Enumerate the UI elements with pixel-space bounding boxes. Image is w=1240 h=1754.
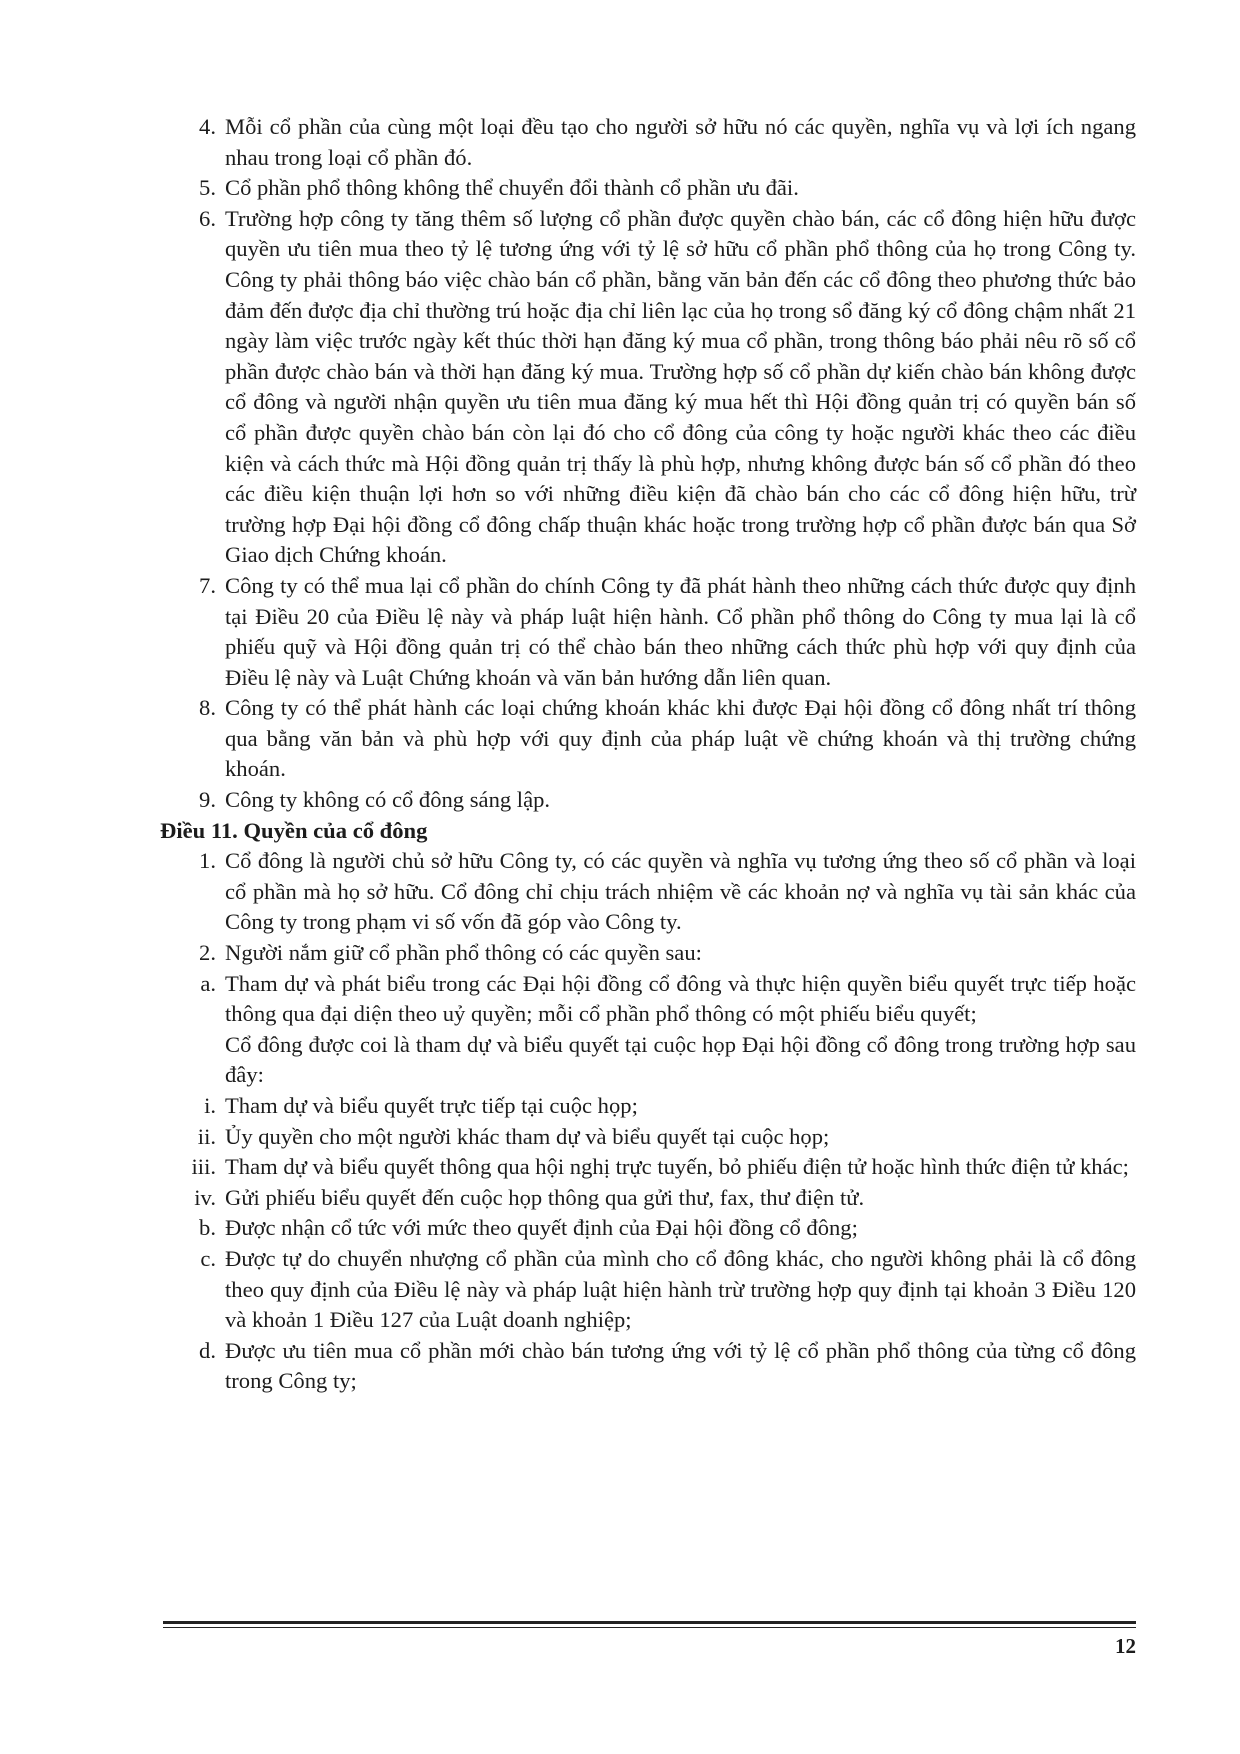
list-text: Tham dự và biểu quyết thông qua hội nghị trực tuyến, bỏ phiếu điện tử hoặc hình thức điện tử khác; — [225, 1154, 1129, 1180]
list-number: i. — [204, 1093, 216, 1118]
list-number: iv. — [194, 1184, 216, 1210]
page-number: 12 — [1115, 1634, 1136, 1658]
list-item — [160, 571, 1136, 693]
article-heading: Điều 11. Quyền của cổ đông — [160, 817, 428, 843]
list-text: Cổ phần phổ thông không thể chuyển đổi thành cổ phần ưu đãi. — [225, 175, 799, 201]
list-number: 2. — [199, 940, 216, 966]
list-text: Người nắm giữ cổ phần phổ thông có các quyền sau: — [225, 940, 702, 966]
footer-divider — [163, 1621, 1136, 1628]
list-item — [160, 693, 1136, 785]
list-number: iii. — [191, 1154, 216, 1180]
list-item — [160, 204, 1136, 571]
list-item — [160, 1091, 1136, 1122]
list-text: Tham dự và biểu quyết trực tiếp tại cuộc họp; — [225, 1093, 638, 1118]
list-text: Ủy quyền cho một người khác tham dự và biểu quyết tại cuộc họp; — [225, 1123, 830, 1149]
list-text: Gửi phiếu biểu quyết đến cuộc họp thông qua gửi thư, fax, thư điện tử. — [225, 1184, 865, 1210]
list-text: Tham dự và phát biểu trong các Đại hội đồng cổ đông và thực hiện quyền biểu quyết trực tiếp hoặc thông qua đại diện theo uỷ quyền; mỗi cổ phần phổ thông có một phiếu biểu quyết; — [225, 970, 1136, 1027]
list-text: Trường hợp công ty tăng thêm số lượng cổ phần được quyền chào bán, các cổ đông hiện hữu được quyền ưu tiên mua theo tỷ lệ tương ứng với tỷ lệ sở hữu cổ phần phổ thông của họ trong Công ty. Công ty phải thông báo việc chào bán cổ phần, bằng văn bản đến các cổ đông theo phương thức bảo đảm đến được địa chỉ thường trú hoặc địa chỉ liên lạc của họ trong sổ đăng ký cổ đông chậm nhất 21 ngày làm việc trước ngày kết thúc thời hạn đăng ký mua cổ phần, trong thông báo phải nêu rõ số cổ phần được chào bán và thời hạn đăng ký mua. Trường hợp số cổ phần dự kiến chào bán không được cổ đông và người nhận quyền ưu tiên mua đăng ký mua hết thì Hội đồng quản trị có quyền bán số cổ phần được quyền chào bán còn lại đó cho cổ đông của công ty hoặc người khác theo các điều kiện và cách thức mà Hội đồng quản trị thấy là phù hợp, nhưng không được bán số cổ phần đó theo các điều kiện thuận lợi hơn so với những điều kiện đã chào bán cho các cổ đông hiện hữu, trừ trường hợp Đại hội đồng cổ đông chấp thuận khác hoặc trong trường hợp cổ phần được bán qua Sở Giao dịch Chứng khoán. — [225, 205, 1136, 568]
list-number: 7. — [199, 572, 216, 598]
list-text: Công ty có thể mua lại cổ phần do chính Công ty đã phát hành theo những cách thức được quy định tại Điều 20 của Điều lệ này và pháp luật hiện hành. Cổ phần phổ thông do Công ty mua lại là cổ phiếu quỹ và Hội đồng quản trị có thể chào bán theo những cách thức phù hợp với quy định của Điều lệ này và Luật Chứng khoán và văn bản hướng dẫn liên quan. — [225, 572, 1136, 690]
list-number: c. — [200, 1245, 216, 1271]
list-text: Được ưu tiên mua cổ phần mới chào bán tương ứng với tỷ lệ cổ phần phổ thông của từng cổ đông trong Công ty; — [225, 1337, 1136, 1394]
list-number: 1. — [199, 848, 216, 874]
list-item — [160, 785, 1136, 816]
list-number: 8. — [199, 695, 216, 721]
list-number: 9. — [199, 787, 216, 813]
list-item — [160, 938, 1136, 969]
list-item — [160, 1152, 1136, 1183]
list-text: Được nhận cổ tức với mức theo quyết định của Đại hội đồng cổ đông; — [225, 1215, 858, 1241]
list-text: Được tự do chuyển nhượng cổ phần của mình cho cổ đông khác, cho người không phải là cổ đông theo quy định của Điều lệ này và pháp luật hiện hành trừ trường hợp quy định tại khoản 3 Điều 120 và khoản 1 Điều 127 của Luật doanh nghiệp; — [225, 1245, 1136, 1333]
list-number: 5. — [199, 175, 216, 201]
list-number: 6. — [199, 205, 216, 231]
list-item — [160, 969, 1136, 1030]
list-item — [160, 112, 1136, 173]
list-text: Công ty có thể phát hành các loại chứng khoán khác khi được Đại hội đồng cổ đông nhất trí thông qua bằng văn bản và phù hợp với quy định của pháp luật về chứng khoán và thị trường chứng khoán. — [225, 695, 1136, 782]
list-item — [160, 1213, 1136, 1244]
list-item — [160, 173, 1136, 204]
list-number: b. — [199, 1215, 216, 1241]
list-number: d. — [199, 1337, 216, 1363]
list-number: ii. — [197, 1123, 216, 1149]
list-item — [160, 1336, 1136, 1397]
list-item — [160, 1122, 1136, 1153]
list-item — [160, 846, 1136, 938]
list-item — [160, 1183, 1136, 1214]
list-text: Công ty không có cổ đông sáng lập. — [225, 787, 551, 813]
list-item — [160, 1244, 1136, 1336]
list-number: a. — [200, 970, 216, 996]
continuation-paragraph: Cổ đông được coi là tham dự và biểu quyết tại cuộc họp Đại hội đồng cổ đông trong trường hợp sau đây: — [225, 1031, 1136, 1088]
page-body — [160, 112, 1136, 1397]
list-text: Mỗi cổ phần của cùng một loại đều tạo cho người sở hữu nó các quyền, nghĩa vụ và lợi ích ngang nhau trong loại cổ phần đó. — [225, 114, 1136, 170]
list-text: Cổ đông là người chủ sở hữu Công ty, có các quyền và nghĩa vụ tương ứng theo số cổ phần và loại cổ phần mà họ sở hữu. Cổ đông chỉ chịu trách nhiệm về các khoản nợ và nghĩa vụ tài sản khác của Công ty trong phạm vi số vốn đã góp vào Công ty. — [225, 848, 1136, 935]
list-number: 4. — [199, 114, 216, 139]
